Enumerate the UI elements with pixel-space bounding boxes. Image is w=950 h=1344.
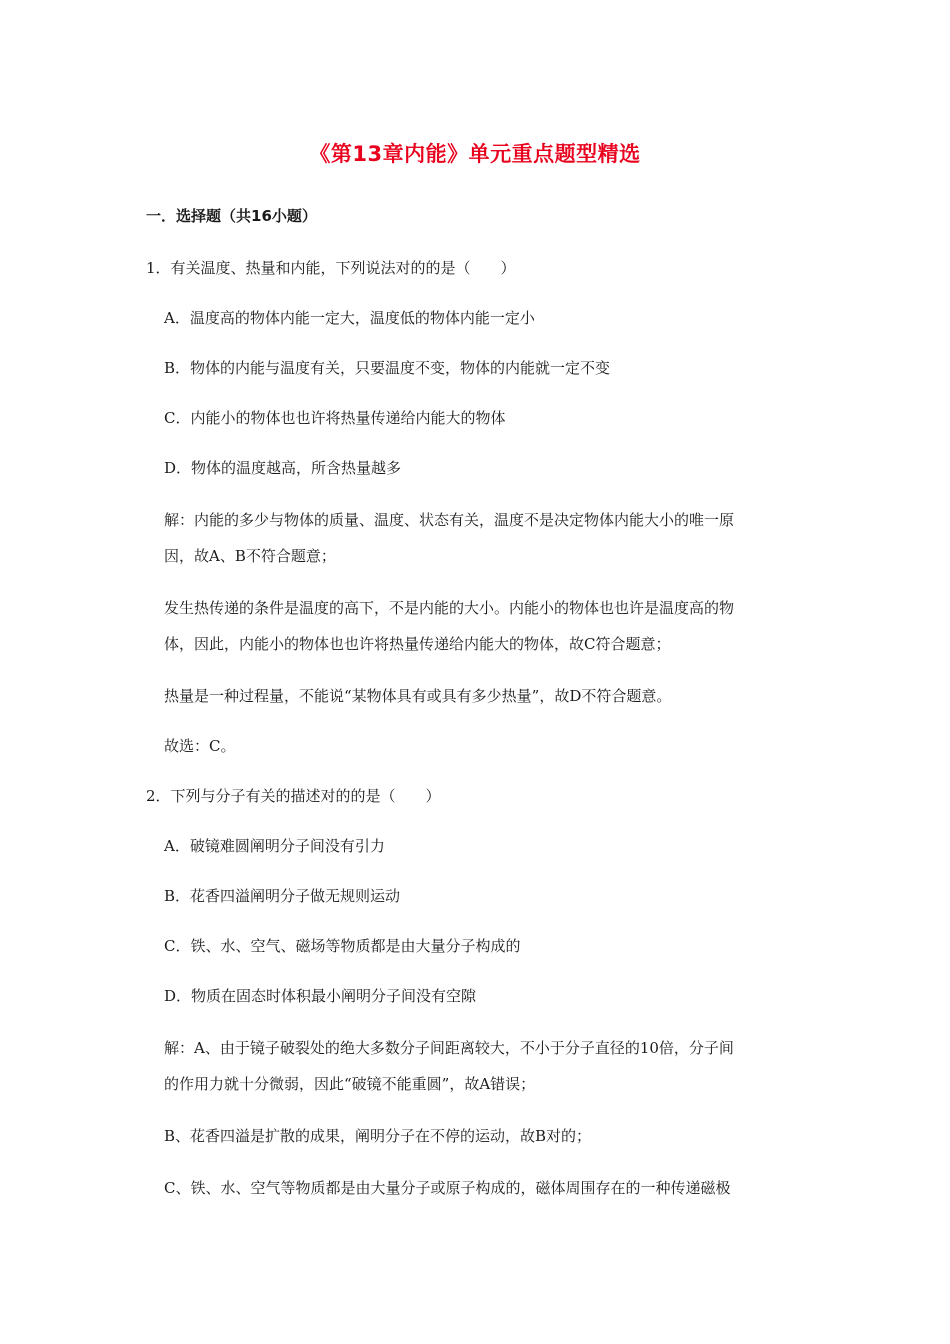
question-2-solution-line: 的作用力就十分微弱，因此“破镜不能重圆”，故A错误； — [164, 1075, 536, 1093]
document-title: 《第13章内能》单元重点题型精选 — [309, 142, 641, 166]
question-1-option-b: B．物体的内能与温度有关，只要温度不变，物体的内能就一定不变 — [164, 359, 611, 377]
question-1-option-d: D．物体的温度越高，所含热量越多 — [164, 459, 402, 477]
question-1-answer: 故选：C。 — [164, 737, 236, 755]
question-2-solution-line: C、铁、水、空气等物质都是由大量分子或原子构成的，磁体周围存在的一种传递磁极 — [164, 1179, 731, 1197]
section-heading: 一．选择题（共16小题） — [146, 207, 317, 225]
question-2-option-d: D．物质在固态时体积最小阐明分子间没有空隙 — [164, 987, 477, 1005]
question-1-option-a: A．温度高的物体内能一定大，温度低的物体内能一定小 — [164, 309, 535, 327]
question-1-solution-line: 发生热传递的条件是温度的高下，不是内能的大小。内能小的物体也也许是温度高的物 — [164, 599, 735, 617]
question-2-solution-line: B、花香四溢是扩散的成果，阐明分子在不停的运动，故B对的； — [164, 1127, 592, 1145]
question-2-option-a: A．破镜难圆阐明分子间没有引力 — [164, 837, 385, 855]
question-1-solution-line: 热量是一种过程量，不能说“某物体具有或具有多少热量”，故D不符合题意。 — [164, 687, 672, 705]
question-1-option-c: C．内能小的物体也也许将热量传递给内能大的物体 — [164, 409, 506, 427]
question-1-solution-line: 体，因此，内能小的物体也也许将热量传递给内能大的物体，故C符合题意； — [164, 635, 671, 653]
question-2-solution-line: 解：A、由于镜子破裂处的绝大多数分子间距离较大，不小于分子直径的10倍，分子间 — [164, 1039, 734, 1057]
question-2-stem: 2．下列与分子有关的描述对的的是（ ） — [146, 787, 441, 805]
question-1-solution-line: 解：内能的多少与物体的质量、温度、状态有关，温度不是决定物体内能大小的唯一原 — [164, 511, 735, 529]
question-1-stem: 1．有关温度、热量和内能，下列说法对的的是（ ） — [146, 259, 516, 277]
question-1-solution-line: 因，故A、B不符合题意； — [164, 547, 336, 565]
question-2-option-c: C．铁、水、空气、磁场等物质都是由大量分子构成的 — [164, 937, 521, 955]
question-2-option-b: B．花香四溢阐明分子做无规则运动 — [164, 887, 401, 905]
